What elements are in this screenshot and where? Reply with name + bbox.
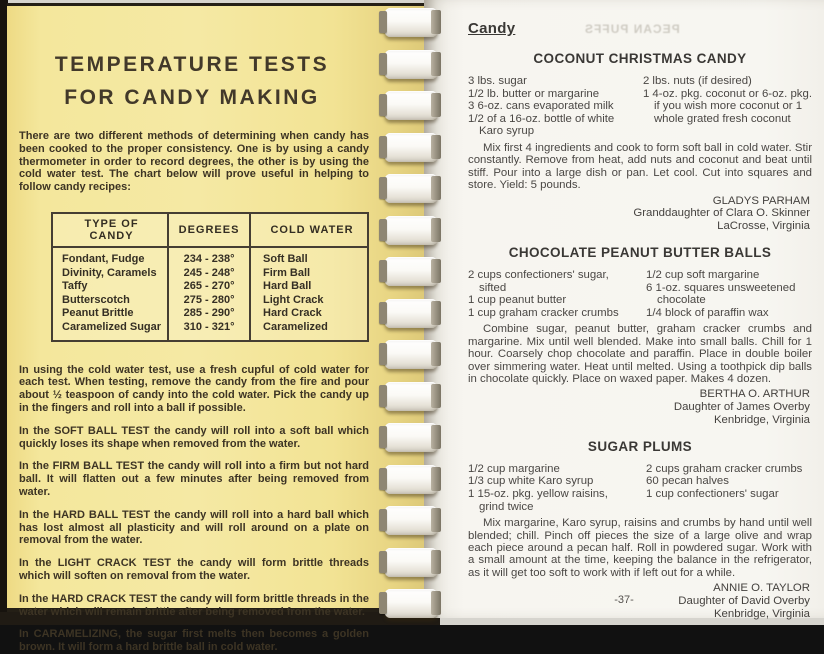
ingredients-left bbox=[468, 463, 646, 513]
ingredient-line: sifted bbox=[479, 281, 507, 294]
table-cell: 275 - 280° bbox=[168, 294, 250, 308]
table-cell: Hard Crack bbox=[263, 307, 322, 320]
right-page bbox=[424, 0, 824, 618]
binding-loop bbox=[384, 216, 438, 245]
table-cell: Caramelized Sugar bbox=[52, 321, 168, 341]
ingredient-line: chocolate bbox=[657, 294, 706, 307]
table-cell: 245 - 248° bbox=[168, 267, 250, 281]
body-paragraph: In the HARD CRACK TEST the candy will form brittle threads in the water which will remain brittle after being removed from the water. bbox=[19, 592, 369, 618]
column-header-cold-water: COLD WATER bbox=[250, 213, 368, 247]
ingredient-line: 1/3 cup white Karo syrup bbox=[468, 475, 594, 488]
attribution-line: Kenbridge, Virginia bbox=[713, 413, 810, 426]
table-row bbox=[52, 247, 368, 267]
table-cell: Caramelized bbox=[263, 320, 328, 333]
ingredients-right bbox=[646, 269, 812, 319]
binding-loop bbox=[384, 423, 438, 452]
binding-loop bbox=[384, 257, 438, 286]
ingredient-line: 1/4 block of paraffin wax bbox=[646, 306, 769, 319]
table-cell: 310 - 321° bbox=[168, 321, 250, 341]
intro-paragraph: There are two different methods of determining when candy has been cooked to the proper consistency. One is by using a candy thermometer in order to record degrees, the other is by using the cold water test. The chart below will prove useful in helping to follow candy recipes: bbox=[19, 130, 369, 194]
recipe-coconut-christmas-candy bbox=[468, 51, 812, 233]
recipe-title: COCONUT CHRISTMAS CANDY bbox=[533, 51, 747, 66]
ingredient-line: 2 cups graham cracker crumbs bbox=[646, 462, 803, 475]
table-row bbox=[52, 267, 368, 281]
page-title bbox=[15, 48, 369, 114]
recipe-attribution bbox=[468, 388, 810, 426]
ingredient-line: 1 cup peanut butter bbox=[468, 294, 567, 307]
recipe-title: SUGAR PLUMS bbox=[587, 438, 693, 454]
table-row bbox=[52, 321, 368, 341]
binding-loop bbox=[384, 506, 438, 535]
table-header-row bbox=[52, 213, 368, 247]
binding-loop bbox=[384, 548, 438, 577]
attribution-line: Kenbridge, Virginia bbox=[713, 607, 810, 620]
binding-loop bbox=[384, 91, 438, 120]
recipe-attribution bbox=[468, 195, 810, 233]
table-cell: 234 - 238° bbox=[168, 247, 250, 267]
column-header-degrees: DEGREES bbox=[168, 213, 250, 247]
binding-loop bbox=[384, 465, 438, 494]
ingredients bbox=[468, 269, 812, 319]
table-cell: Hard Ball bbox=[263, 280, 312, 293]
attribution-line: ANNIE O. TAYLOR bbox=[713, 582, 810, 595]
table-row bbox=[52, 307, 368, 321]
attribution-line: BERTHA O. ARTHUR bbox=[699, 388, 810, 401]
ingredients bbox=[468, 463, 812, 513]
attribution-line: GLADYS PARHAM bbox=[712, 194, 810, 207]
ingredient-line: 3 lbs. sugar bbox=[468, 75, 527, 87]
column-header-type: TYPE OF CANDY bbox=[52, 213, 168, 247]
ingredient-line: 1 cup confectioners' sugar bbox=[646, 487, 779, 500]
attribution-line: Daughter of David Overby bbox=[678, 594, 810, 607]
ingredient-line: 6 1-oz. squares unsweetened bbox=[646, 281, 796, 294]
binding-loop bbox=[384, 8, 438, 37]
body-paragraph: In using the cold water test, use a fresh cupful of cold water for each test. When testing, remove the candy from the fire and pour about ½ teaspoon of candy into the cold water. Pick the candy up in the fingers and roll into a ball if possible. bbox=[19, 363, 369, 414]
ingredient-line: 1/2 of a 16-oz. bottle of white bbox=[468, 112, 615, 125]
temperature-table bbox=[51, 212, 369, 342]
table-cell: Firm Ball bbox=[263, 266, 311, 279]
ingredient-line: 1/2 cup soft margarine bbox=[646, 268, 760, 281]
table-row bbox=[52, 280, 368, 294]
recipe-chocolate-peanut-butter-balls bbox=[468, 245, 812, 427]
ingredients-left bbox=[468, 75, 643, 138]
ingredient-line: if you wish more coconut or 1 bbox=[653, 100, 803, 113]
ingredient-line: Karo syrup bbox=[479, 125, 535, 138]
recipe-instructions: Combine sugar, peanut butter, graham cracker crumbs and margarine. Mix until well blended. Make into small balls. Chill for 1 hour. Coarsely chop chocolate and paraffin. Place in double boiler over simmering water. Heat until melted. Using a toothpick dip balls in chocolate quickly. Place on waxed paper. Makes 4 dozen. bbox=[468, 323, 812, 385]
ingredient-line: 2 cups confectioners' sugar, bbox=[468, 268, 609, 281]
binding-loop bbox=[384, 133, 438, 162]
table-cell: Butterscotch bbox=[52, 294, 168, 308]
table-cell: 265 - 270° bbox=[168, 280, 250, 294]
ingredient-line: 2 lbs. nuts (if desired) bbox=[642, 75, 752, 87]
binding-loop bbox=[384, 340, 438, 369]
body-paragraph: In the SOFT BALL TEST the candy will roll into a soft ball which quickly loses its shape when removed from the water. bbox=[19, 424, 369, 450]
ingredient-line: 1 15-oz. pkg. yellow raisins, bbox=[468, 487, 608, 500]
body-paragraph: In the FIRM BALL TEST the candy will roll into a firm but not hard ball. It will flatten out a few minutes after being removed from water. bbox=[19, 460, 369, 498]
binding-loop bbox=[384, 589, 438, 618]
ingredients-left bbox=[468, 269, 646, 319]
ingredient-line: 1 cup graham cracker crumbs bbox=[468, 306, 619, 319]
ingredient-line: 3 6-oz. cans evaporated milk bbox=[468, 100, 614, 113]
ingredient-line: 1/2 lb. butter or margarine bbox=[468, 87, 600, 100]
ingredient-line: grind twice bbox=[479, 500, 534, 513]
ingredient-line: 1 4-oz. pkg. coconut or 6-oz. pkg. bbox=[642, 87, 812, 100]
ingredients-right bbox=[643, 75, 812, 138]
table-row bbox=[52, 294, 368, 308]
body-paragraph: In the LIGHT CRACK TEST the candy will form brittle threads which will soften on removal from the water. bbox=[19, 557, 369, 582]
table-cell: Peanut Brittle bbox=[52, 307, 168, 321]
table-cell: Fondant, Fudge bbox=[52, 247, 168, 267]
ingredient-line: 60 pecan halves bbox=[646, 475, 729, 488]
recipe-title: CHOCOLATE PEANUT BUTTER BALLS bbox=[508, 244, 772, 260]
ingredient-line: whole grated fresh coconut bbox=[653, 112, 791, 125]
left-page bbox=[7, 3, 425, 654]
table-cell: Taffy bbox=[52, 280, 168, 294]
page-number: -37- bbox=[614, 594, 634, 606]
binding-loop bbox=[384, 382, 438, 411]
binding-loop bbox=[384, 299, 438, 328]
attribution-line: Daughter of James Overby bbox=[673, 401, 810, 414]
recipe-instructions: Mix margarine, Karo syrup, raisins and crumbs by hand until well blended; chill. Pinch off pieces the size of a large olive and wrap each piece around a pecan half. Roll in powdered sugar. Work with a small amount at the time, keeping the balance in the refrigerator, as it will get too soft to work with if left out for a while. bbox=[468, 517, 812, 579]
binding-loop bbox=[384, 174, 438, 203]
table-cell: 285 - 290° bbox=[168, 307, 250, 321]
table-cell: Soft Ball bbox=[263, 252, 308, 265]
attribution-line: LaCrosse, Virginia bbox=[717, 220, 810, 233]
section-heading: Candy bbox=[468, 20, 516, 37]
table-cell: Light Crack bbox=[263, 293, 324, 306]
ingredients-right bbox=[646, 463, 812, 513]
binding-loop bbox=[384, 50, 438, 79]
body-paragraph: In CARAMELIZING, the sugar first melts then becomes a golden brown. It will form a hard brittle ball in cold water. bbox=[19, 628, 369, 654]
ingredient-line: 1/2 cup margarine bbox=[468, 462, 560, 475]
attribution-line: Granddaughter of Clara O. Skinner bbox=[633, 207, 810, 220]
table-cell: Divinity, Caramels bbox=[52, 267, 168, 281]
ghost-text: PECAN PUFFS bbox=[584, 22, 680, 36]
recipe-instructions: Mix first 4 ingredients and cook to form soft ball in cold water. Stir constantly. Remove from heat, add nuts and coconut and beat until stiff. Pour into a large dish or pan. Let cool. Cut into squares and store. Yield: 5 pounds. bbox=[468, 141, 812, 192]
body-paragraph: In the HARD BALL TEST the candy will roll into a hard ball which has lost almost all plasticity and will roll around on a plate on removal from the water. bbox=[19, 508, 369, 547]
page-title-line1: TEMPERATURE TESTS bbox=[54, 53, 330, 76]
page-title-line2: FOR CANDY MAKING bbox=[64, 86, 320, 109]
ingredients bbox=[468, 75, 812, 138]
